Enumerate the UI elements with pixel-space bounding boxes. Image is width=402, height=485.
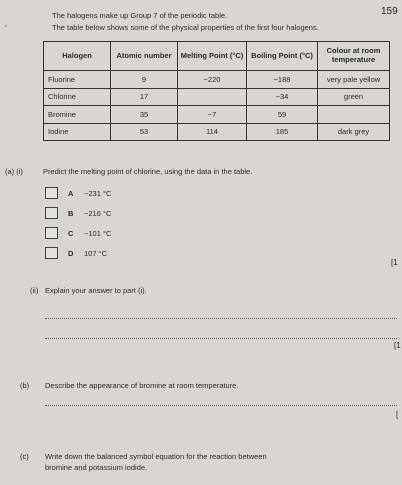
option-letter: A [68, 188, 74, 198]
table-cell: −220 [178, 71, 247, 89]
header-halogen: Halogen [44, 42, 111, 71]
checkbox-b[interactable] [45, 207, 58, 219]
option-letter: D [68, 248, 74, 258]
answer-line[interactable] [45, 405, 397, 406]
option-value: −101 °C [84, 228, 112, 238]
question-b-text: Describe the appearance of bromine at room temperature. [45, 381, 239, 390]
table-header-row [44, 42, 390, 71]
table-cell: 114 [178, 123, 247, 141]
question-a-ii-label: (ii) [30, 286, 39, 295]
option-c[interactable] [45, 227, 111, 239]
table-cell: Chlorine [44, 88, 111, 106]
intro-line-1: The halogens make up Group 7 of the periodic table. [52, 11, 228, 20]
mark-b: [ [396, 410, 399, 419]
header-boiling-point: Boiling Point (°C) [247, 42, 318, 71]
table-cell: 53 [111, 123, 178, 141]
answer-line[interactable] [45, 338, 397, 339]
table-cell: −34 [247, 88, 318, 106]
option-value: −216 °C [84, 208, 112, 218]
question-a-label: (a) (i) [5, 167, 23, 176]
header-atomic-number: Atomic number [111, 42, 178, 71]
table-cell: Iodine [44, 123, 111, 141]
table-cell [318, 106, 390, 124]
question-c-text-line-1: Write down the balanced symbol equation for the reaction between [45, 452, 267, 461]
table-cell: 17 [111, 88, 178, 106]
option-a[interactable] [45, 187, 111, 199]
table-cell: dark grey [318, 123, 390, 141]
table-row [44, 123, 390, 141]
table-cell: very pale yellow [318, 71, 390, 89]
table-cell: 185 [247, 123, 318, 141]
table-cell [178, 88, 247, 106]
header-colour: Colour at room temperature [318, 42, 390, 71]
page-number: 159 [381, 6, 398, 17]
table-row [44, 88, 390, 106]
table-cell: −7 [178, 106, 247, 124]
table-cell: green [318, 88, 390, 106]
question-b-label: (b) [20, 381, 30, 390]
mark-a-i: [1 [391, 258, 398, 267]
question-a-i-text: Predict the melting point of chlorine, using the data in the table. [43, 167, 253, 176]
table-row [44, 106, 390, 124]
checkbox-d[interactable] [45, 247, 58, 259]
bullet-mark: ’ [5, 23, 7, 32]
table-cell: −188 [247, 71, 318, 89]
table-cell: 9 [111, 71, 178, 89]
table-row [44, 71, 390, 89]
checkbox-c[interactable] [45, 227, 58, 239]
question-c-label: (c) [20, 452, 29, 461]
intro-line-2: The table below shows some of the physical properties of the first four halogens. [52, 23, 319, 32]
option-letter: C [68, 228, 74, 238]
header-melting-point: Melting Point (°C) [178, 42, 247, 71]
option-b[interactable] [45, 207, 111, 219]
table-cell: Fluorine [44, 71, 111, 89]
table-cell: 59 [247, 106, 318, 124]
table-cell: 35 [111, 106, 178, 124]
answer-line[interactable] [45, 318, 397, 319]
table-cell: Bromine [44, 106, 111, 124]
question-c-text-line-2: bromine and potassium iodide. [45, 463, 148, 472]
halogen-properties-table [43, 41, 390, 141]
mark-a-ii: [1 [394, 341, 401, 350]
option-value: 107 °C [84, 248, 108, 258]
checkbox-a[interactable] [45, 187, 58, 199]
option-letter: B [68, 208, 74, 218]
question-a-ii-text: Explain your answer to part (i). [45, 286, 147, 295]
option-d[interactable] [45, 247, 107, 259]
option-value: −231 °C [84, 188, 112, 198]
